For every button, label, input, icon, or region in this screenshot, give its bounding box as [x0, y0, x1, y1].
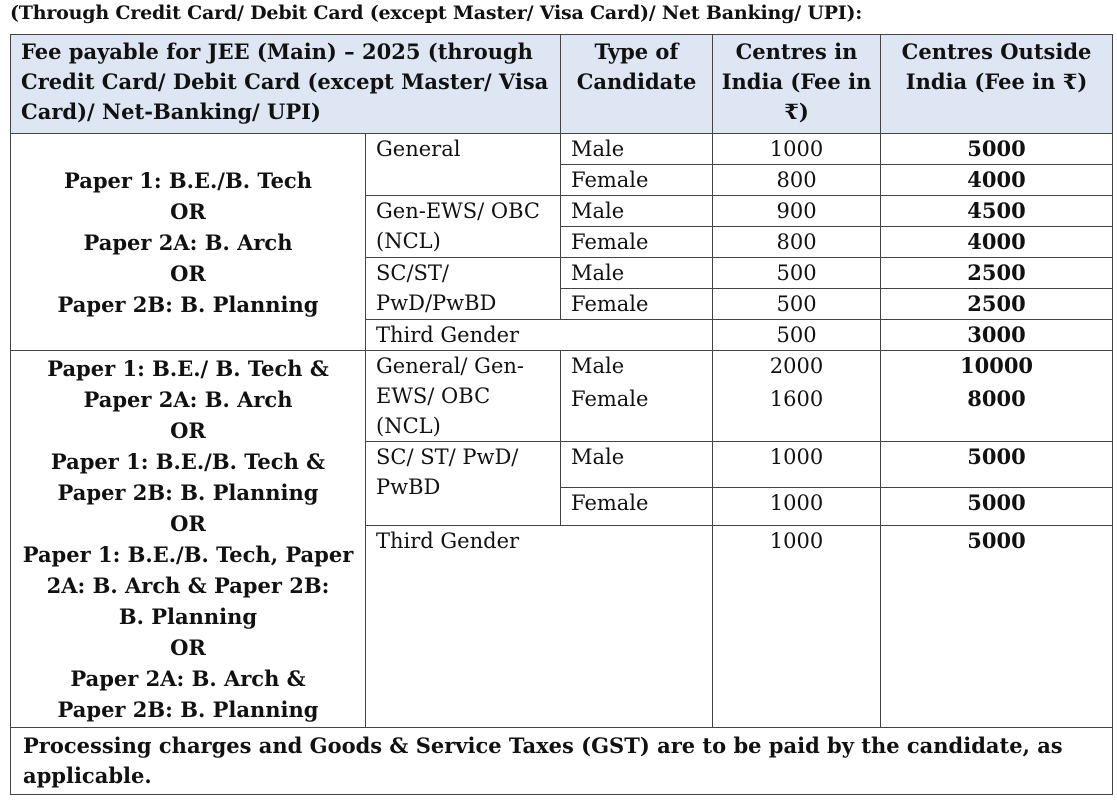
category-cell: General: [366, 134, 561, 196]
category-cell: SC/ST/ PwD/PwBD: [366, 258, 561, 320]
fee-india-cell: 800: [713, 227, 881, 258]
fee-outside-cell: 3000: [881, 320, 1113, 351]
fee-india-cell: 1600: [713, 382, 881, 442]
gender-cell: Male: [561, 258, 713, 289]
fee-india-cell: 1000: [713, 442, 881, 488]
fee-outside-cell: 2500: [881, 289, 1113, 320]
header-centres-india: Centres in India (Fee in ₹): [713, 35, 881, 134]
gender-cell: Male: [561, 196, 713, 227]
gst-note: Processing charges and Goods & Service Taxes (GST) are to be paid by the candidate, as applicable.: [11, 728, 1113, 795]
fee-outside-cell: 2500: [881, 258, 1113, 289]
gender-cell: Female: [561, 165, 713, 196]
fee-outside-cell: 10000: [881, 351, 1113, 382]
category-cell: Third Gender: [366, 526, 713, 728]
paper-cell-combined: Paper 1: B.E./ B. Tech & Paper 2A: B. Arch OR Paper 1: B.E./B. Tech & Paper 2B: B. Planning OR Paper 1: B.E./B. Tech, Paper 2A: B. Arch & Paper 2B: B. Planning OR Paper 2A: B. Arch & Paper 2B: B. Planning: [11, 351, 366, 728]
table-caption: (Through Credit Card/ Debit Card (except Master/ Visa Card)/ Net Banking/ UPI):: [10, 2, 863, 24]
header-fee-payable: Fee payable for JEE (Main) – 2025 (through Credit Card/ Debit Card (except Master/ Visa Card)/ Net-Banking/ UPI): [11, 35, 561, 134]
table-row: [11, 351, 1113, 382]
fee-table: [10, 34, 1113, 795]
gender-cell: Female: [561, 227, 713, 258]
fee-outside-cell: 4000: [881, 165, 1113, 196]
category-cell: Third Gender: [366, 320, 713, 351]
table-row: [11, 134, 1113, 165]
paper-cell-single: Paper 1: B.E./B. Tech OR Paper 2A: B. Arch OR Paper 2B: B. Planning: [11, 134, 366, 351]
gender-cell: Female: [561, 382, 713, 442]
category-cell: General/ Gen-EWS/ OBC (NCL): [366, 351, 561, 442]
header-candidate-type: Type of Candidate: [561, 35, 713, 134]
fee-outside-cell: 5000: [881, 526, 1113, 728]
gender-cell: Male: [561, 351, 713, 382]
fee-india-cell: 900: [713, 196, 881, 227]
fee-outside-cell: 4000: [881, 227, 1113, 258]
gender-cell: Male: [561, 442, 713, 488]
fee-outside-cell: 8000: [881, 382, 1113, 442]
category-cell: Gen-EWS/ OBC (NCL): [366, 196, 561, 258]
fee-outside-cell: 5000: [881, 134, 1113, 165]
category-cell: SC/ ST/ PwD/ PwBD: [366, 442, 561, 526]
header-centres-outside: Centres Outside India (Fee in ₹): [881, 35, 1113, 134]
fee-india-cell: 500: [713, 320, 881, 351]
fee-india-cell: 500: [713, 258, 881, 289]
fee-outside-cell: 4500: [881, 196, 1113, 227]
gender-cell: Female: [561, 488, 713, 526]
fee-india-cell: 2000: [713, 351, 881, 382]
gender-cell: Male: [561, 134, 713, 165]
fee-outside-cell: 5000: [881, 488, 1113, 526]
fee-india-cell: 1000: [713, 488, 881, 526]
header-row: [11, 35, 1113, 134]
fee-india-cell: 1000: [713, 134, 881, 165]
fee-outside-cell: 5000: [881, 442, 1113, 488]
note-row: [11, 728, 1113, 795]
fee-india-cell: 500: [713, 289, 881, 320]
fee-india-cell: 1000: [713, 526, 881, 728]
fee-india-cell: 800: [713, 165, 881, 196]
gender-cell: Female: [561, 289, 713, 320]
